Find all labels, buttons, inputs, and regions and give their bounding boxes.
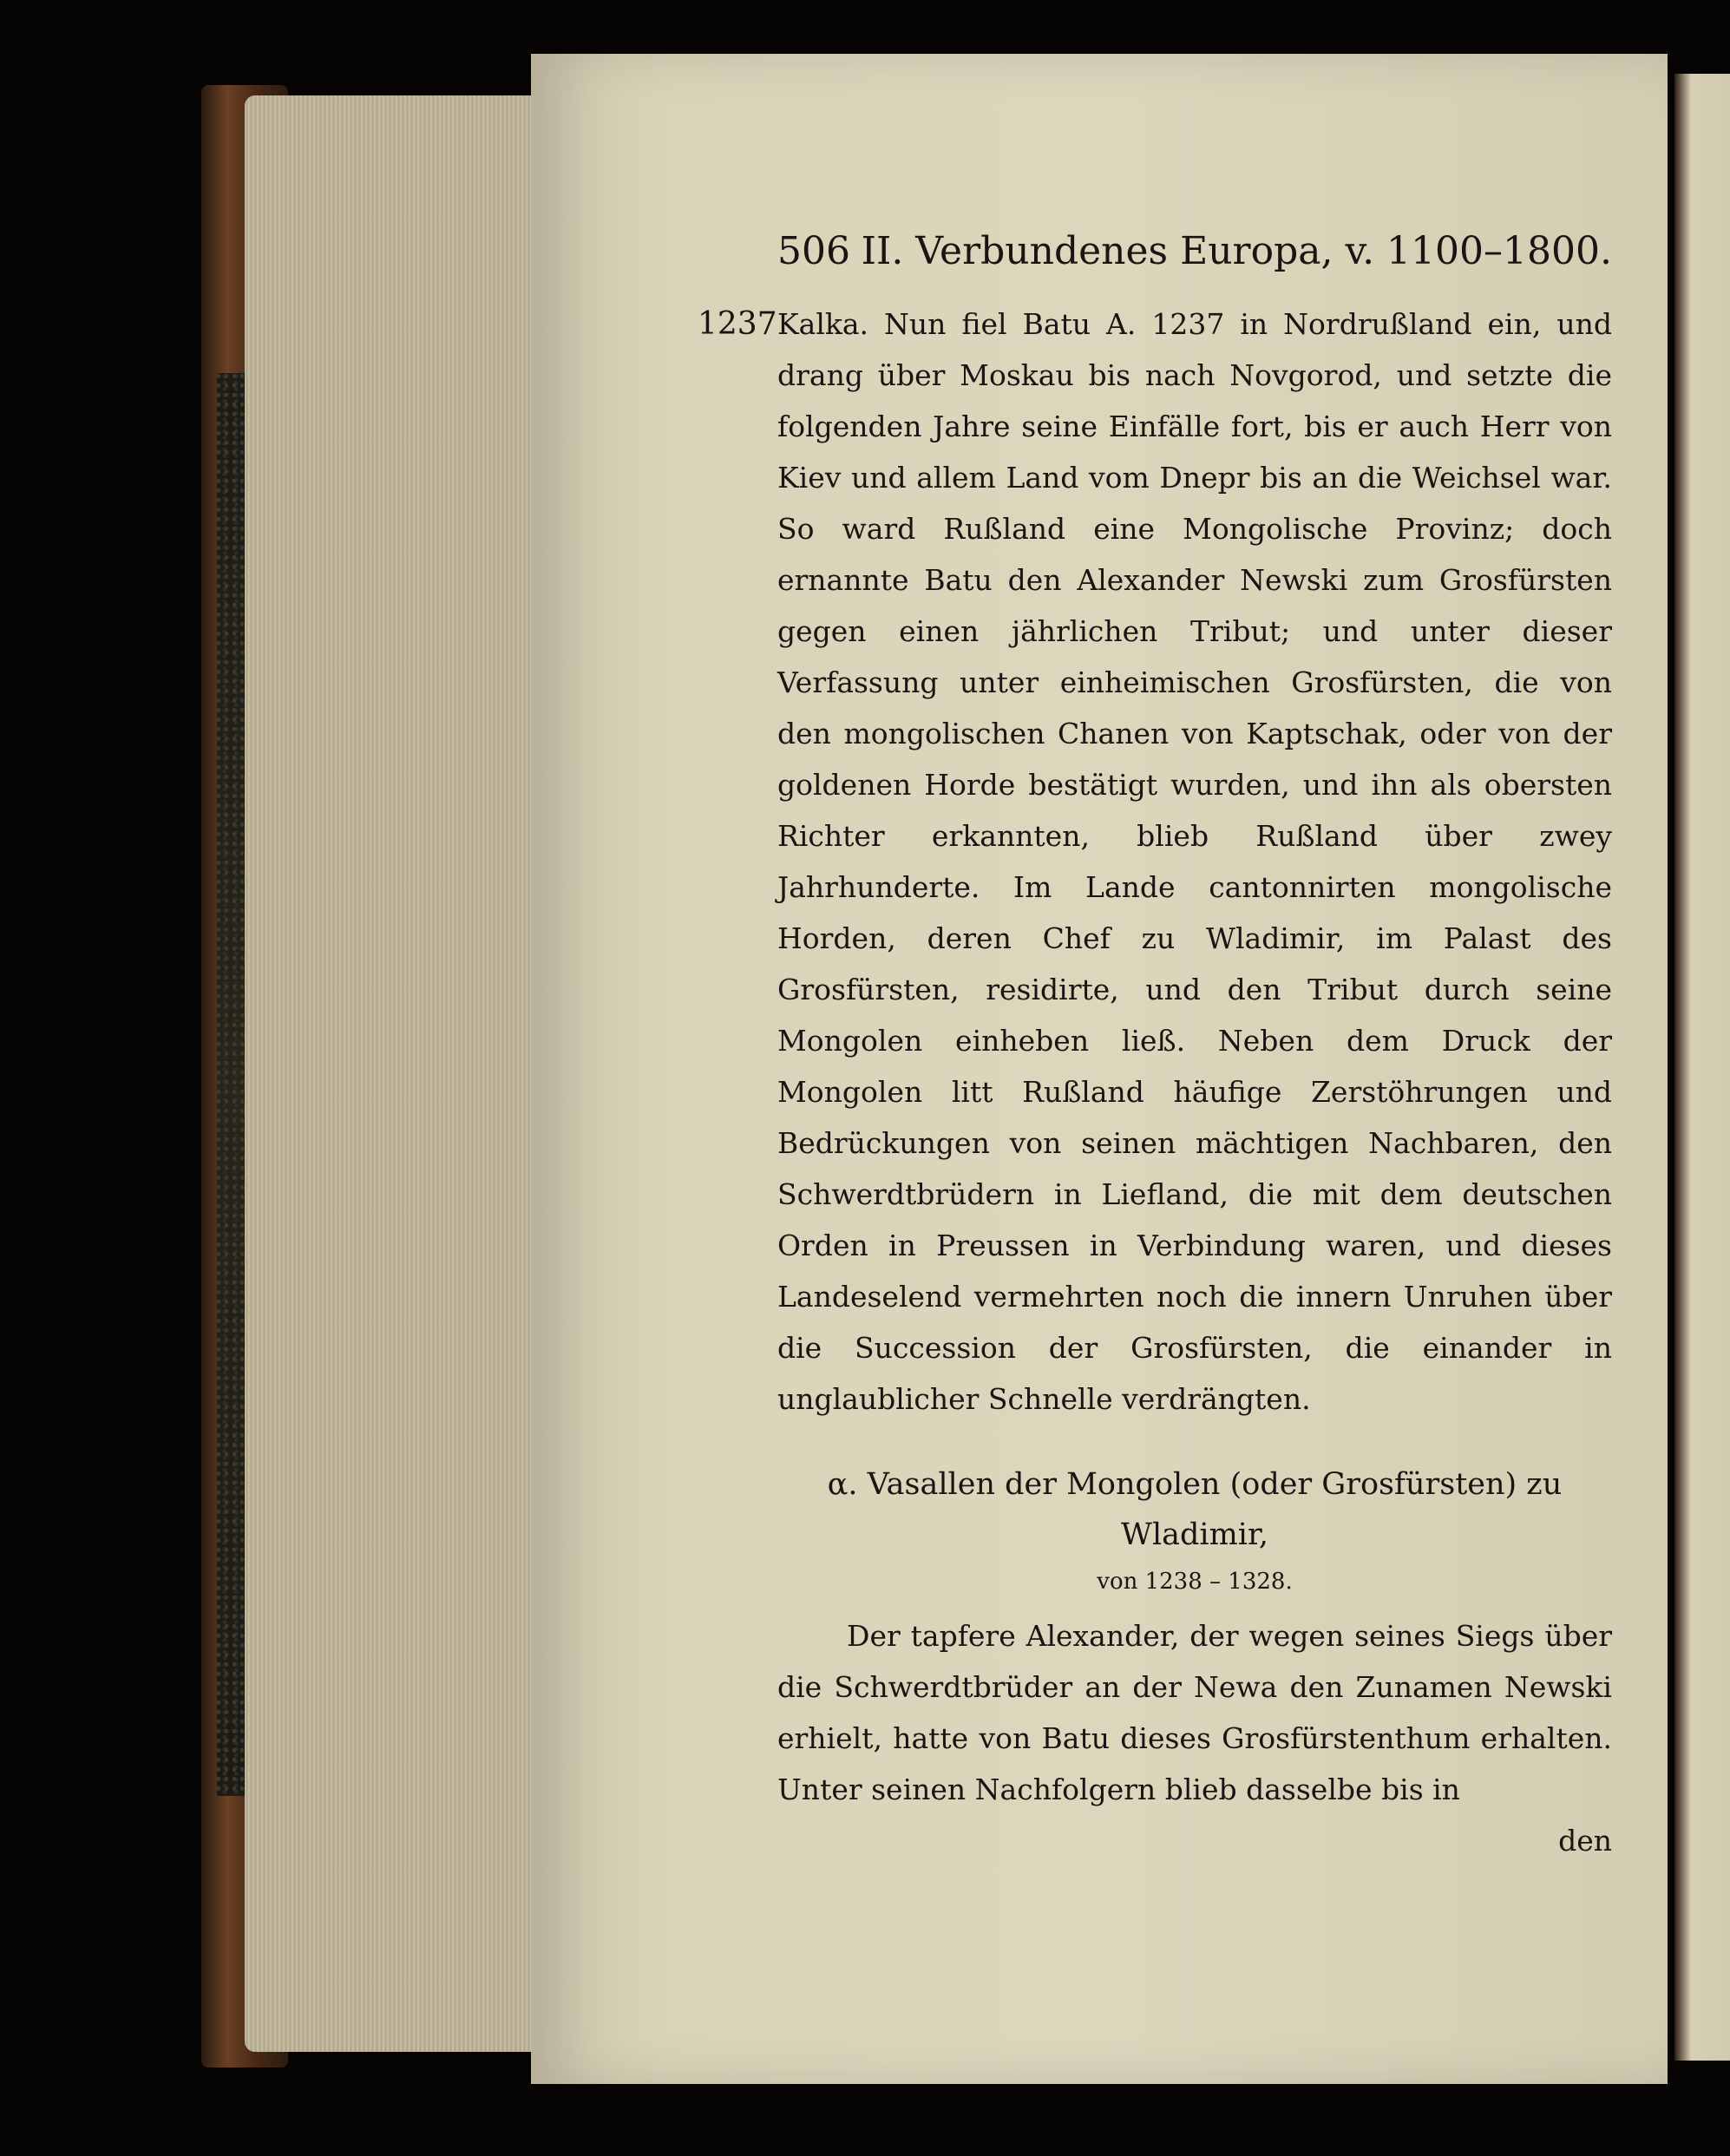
- page-number: 506: [777, 229, 850, 273]
- paragraph-1-text: Kalka. Nun fiel Batu A. 1237 in Nordrußland ein, und drang über Moskau bis nach Novgorod, und setzte die folgenden Jahre seine Einfälle fort, bis er auch Herr von Kiev und allem Land vom Dnepr bis an die Weichsel war. So ward Rußland eine Mongolische Provinz; doch ernannte Batu den Alexander Newski zum Grosfürsten gegen einen jährlichen Tribut; und unter dieser Verfassung unter einheimischen Grosfürsten, die von den mongolischen Chanen von Kaptschak, oder von der goldenen Horde bestätigt wurden, und ihn als obersten Richter erkannten, blieb Rußland über zwey Jahrhunderte. Im Lande cantonnirten mongolische Horden, deren Chef zu Wladimir, im Palast des Grosfürsten, residirte, und den Tribut durch seine Mongolen einheben ließ. Neben dem Druck der Mongolen litt Rußland häufige Zerstöhrungen und Bedrückungen von seinen mächtigen Nachbaren, den Schwerdtbrüdern in Liefland, die mit dem deutschen Orden in Preussen in Verbindung waren, und dieses Landeselend vermehrten noch die innern Unruhen über die Succession der Grosfürsten, die einander in unglaublicher Schnelle verdrängten.: [777, 307, 1612, 1416]
- running-title: II. Verbundenes Europa, v. 1100–1800.: [861, 229, 1612, 273]
- paragraph-1: [698, 298, 1612, 1425]
- section-title: α. Vasallen der Mongolen (oder Grosfürsten) zu Wladimir,: [827, 1467, 1563, 1552]
- facing-page-edge: [1674, 74, 1730, 2061]
- section-subtitle: von 1238 – 1328.: [1097, 1569, 1293, 1595]
- page-edges: [245, 95, 540, 2052]
- page-text: [698, 226, 1612, 1866]
- paragraph-2: Der tapfere Alexander, der wegen seines Siegs über die Schwerdtbrüder an der Newa den Zunamen Newski erhielt, hatte von Batu dieses Grosfürstenthum erhalten. Unter seinen Nachfolgern blieb dasselbe bis in: [777, 1619, 1612, 1806]
- margin-year: 1237: [698, 306, 777, 342]
- running-header: [777, 226, 1612, 278]
- catchword: den: [1558, 1824, 1612, 1858]
